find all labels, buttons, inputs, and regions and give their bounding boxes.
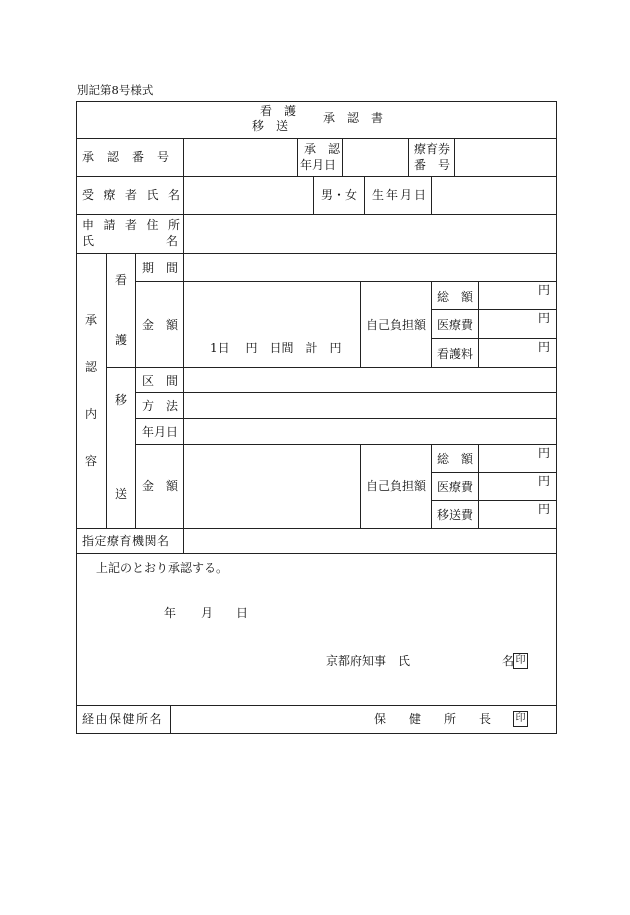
label-isou-jiko-futan: 自己負担額 (366, 479, 427, 493)
line-k2 (431, 338, 557, 339)
label-ryoikuken-2: 番 号 (414, 158, 451, 172)
label-isouhi: 移送費 (437, 508, 474, 522)
line-v-r2a (313, 176, 314, 214)
line-h3 (76, 214, 557, 215)
line-v-sec2 (135, 253, 136, 528)
label-birth: 生年月日 (372, 188, 429, 202)
approval-tsuki: 月 (201, 606, 214, 620)
label-kango-sougaku: 総 額 (437, 290, 474, 304)
kango-char-1: 看 (115, 273, 128, 287)
line-kukan (135, 392, 557, 393)
approval-hi: 日 (236, 606, 249, 620)
line-i2 (431, 500, 557, 501)
line-nengappi (135, 444, 557, 445)
yen-k2: 円 (538, 311, 551, 325)
line-v-shitei (183, 528, 184, 553)
hokenjo-seal: 印 (513, 711, 528, 727)
label-shonin-bango: 承認番号 (82, 150, 183, 164)
label-ryoikuken-1: 療育券 (414, 142, 451, 156)
form-label: 別記第8号様式 (77, 83, 154, 97)
line-i1 (431, 472, 557, 473)
yen-i1: 円 (538, 446, 551, 460)
line-k1 (431, 309, 557, 310)
label-kango-kingaku: 金 額 (142, 318, 179, 332)
line-kango-end (106, 367, 557, 368)
line-v-r1c (408, 138, 409, 176)
label-shonin-date-1: 承 認 (304, 142, 341, 156)
isou-char-1: 移 (115, 393, 128, 407)
line-h7 (76, 705, 557, 706)
line-h5 (76, 528, 557, 529)
section-char-4: 容 (85, 454, 98, 468)
label-kukan: 区 間 (142, 374, 179, 388)
line-v-jiko2 (360, 444, 361, 528)
label-nengappi: 年月日 (142, 425, 179, 439)
label-isou-iryouhi: 医療費 (437, 480, 474, 494)
line-v-jiko1b (431, 281, 432, 367)
label-isou-kingaku: 金 額 (142, 479, 179, 493)
title-isou: 移 送 (252, 119, 289, 133)
yen-k3: 円 (538, 340, 551, 354)
approval-mei: 名 (502, 654, 515, 668)
title-shonin-sho: 承 認 書 (323, 111, 384, 125)
line-v-r1a (297, 138, 298, 176)
kango-char-2: 護 (115, 333, 128, 347)
label-shitei: 指定療育機関名 (82, 534, 170, 548)
label-sex[interactable]: 男・女 (321, 188, 358, 202)
approval-nen: 年 (164, 606, 177, 620)
line-v-jiko2c (478, 444, 479, 528)
line-h6 (76, 553, 557, 554)
label-shinseisha-mei: 名 (166, 234, 179, 248)
line-v-r1d (454, 138, 455, 176)
label-shinseisha-top: 申請者住所 (82, 218, 190, 232)
label-isou-sougaku: 総 額 (437, 452, 474, 466)
text-per-day: 1日 円 日間 計 円 (210, 341, 342, 355)
governor-seal: 印 (513, 653, 528, 669)
label-houhou: 方 法 (142, 399, 179, 413)
line-v-jiko1 (360, 281, 361, 367)
chief-char-3: 所 (444, 712, 457, 726)
label-kango-jiko-futan: 自己負担額 (366, 318, 427, 332)
line-v-sec1 (106, 253, 107, 528)
label-shinseisha-shi: 氏 (82, 234, 95, 248)
line-v-r2b (364, 176, 365, 214)
approval-governor: 京都府知事 氏 (326, 654, 411, 668)
chief-char-4: 長 (479, 712, 492, 726)
line-h1 (76, 138, 557, 139)
line-v-r2c (431, 176, 432, 214)
yen-k1: 円 (538, 283, 551, 297)
line-houhou (135, 418, 557, 419)
label-jyuryosha: 受療者氏名 (82, 188, 190, 202)
section-char-1: 承 (85, 313, 98, 327)
label-kango-iryouhi: 医療費 (437, 318, 474, 332)
section-char-2: 認 (85, 360, 98, 374)
label-shonin-date-2: 年月日 (300, 158, 337, 172)
line-v-jiko1c (478, 281, 479, 367)
line-h2 (76, 176, 557, 177)
label-hokenjo: 経由保健所名 (82, 712, 164, 726)
yen-i3: 円 (538, 502, 551, 516)
line-v-r1b (342, 138, 343, 176)
label-kangoryo: 看護料 (437, 347, 474, 361)
chief-char-1: 保 (374, 712, 387, 726)
label-kikan: 期 間 (142, 261, 179, 275)
isou-char-2: 送 (115, 487, 128, 501)
line-v-jiko2b (431, 444, 432, 528)
line-v-hokenjo (170, 705, 171, 734)
yen-i2: 円 (538, 474, 551, 488)
line-h4 (76, 253, 557, 254)
approval-statement: 上記のとおり承認する。 (96, 561, 229, 575)
title-kango: 看 護 (260, 104, 297, 118)
section-char-3: 内 (85, 407, 98, 421)
chief-char-2: 健 (409, 712, 422, 726)
line-kikan (135, 281, 557, 282)
